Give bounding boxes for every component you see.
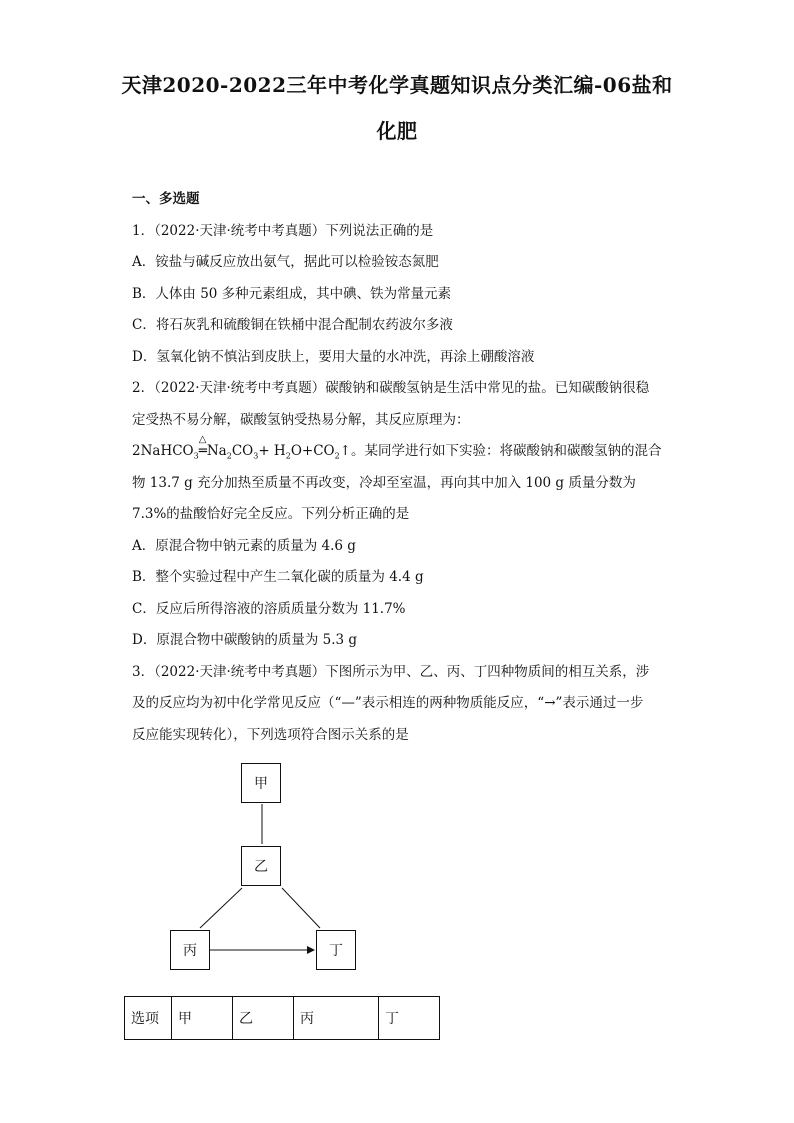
node-jia: 甲 (241, 763, 281, 803)
title-line-1: 天津2020-2022三年中考化学真题知识点分类汇编-06盐和 (121, 73, 673, 97)
title-line-2: 化肥 (376, 119, 418, 143)
q1-option-b: B．人体由 50 多种元素组成，其中碘、铁为常量元素 (132, 285, 452, 302)
q2-stem-1: 2．（2022·天津·统考中考真题）碳酸钠和碳酸氢钠是生活中常见的盐。已知碳酸钠很稳 (132, 380, 650, 396)
q1-stem: 1．（2022·天津·统考中考真题）下列说法正确的是 (132, 222, 434, 239)
header-yi: 乙 (233, 997, 294, 1040)
heating-condition: △ ═ (198, 434, 207, 459)
q2-stem-3: 物 13.7 g 充分加热至质量不再改变，冷却至室温，再向其中加入 100 g 质量分数为 (132, 474, 636, 491)
q1-option-c: C．将石灰乳和硫酸铜在铁桶中混合配制农药波尔多液 (132, 317, 453, 333)
q2-option-d: D．原混合物中碳酸钠的质量为 5.3 g (132, 632, 358, 648)
q3-stem-2: 及的反应均为初中化学常见反应（“—”表示相连的两种物质能反应，“→”表示通过一步 (132, 695, 644, 711)
q1-option-a: A．铵盐与碱反应放出氨气，据此可以检验铵态氮肥 (132, 254, 439, 270)
q2-equation-tail: 。某同学进行如下实验：将碳酸钠和碳酸氢钠的混合 (351, 443, 662, 459)
node-yi: 乙 (241, 846, 281, 886)
header-jia: 甲 (172, 997, 233, 1040)
link-yi-bing (200, 888, 242, 928)
link-yi-ding (282, 888, 320, 928)
q2-option-b: B．整个实验过程中产生二氧化碳的质量为 4.4 g (132, 569, 424, 585)
table-header-row (125, 997, 440, 1040)
q2-option-a: A．原混合物中钠元素的质量为 4.6 g (132, 537, 356, 554)
q2-equation-line (132, 436, 672, 468)
q3-stem-1: 3．（2022·天津·统考中考真题）下图所示为甲、乙、丙、丁四种物质间的相互关系，涉 (132, 663, 650, 680)
q2-stem-2: 定受热不易分解，碳酸氢钠受热易分解，其反应原理为： (132, 411, 470, 428)
section-heading: 一、多选题 (132, 191, 200, 207)
node-ding: 丁 (316, 930, 356, 970)
q2-stem-4: 7.3%的盐酸恰好完全反应。下列分析正确的是 (132, 506, 410, 522)
relationship-diagram (160, 758, 380, 978)
reaction-equation: 2NaHCO$_3$ △ $═Na_2CO_3+$ $H_2O+CO_2↑$ (132, 443, 351, 459)
header-ding: 丁 (379, 997, 440, 1040)
q2-option-c: C．反应后所得溶液的溶质质量分数为 11.7% (132, 600, 406, 617)
node-bing: 丙 (170, 930, 210, 970)
document-title (90, 62, 704, 154)
header-bing: 丙 (294, 997, 379, 1040)
document-body (132, 184, 672, 751)
options-table (124, 996, 440, 1040)
q1-option-d: D．氢氧化钠不慎沾到皮肤上，要用大量的水冲洗，再涂上硼酸溶液 (132, 348, 535, 365)
header-option: 选项 (125, 997, 172, 1040)
q3-stem-3: 反应能实现转化），下列选项符合图示关系的是 (132, 726, 409, 743)
